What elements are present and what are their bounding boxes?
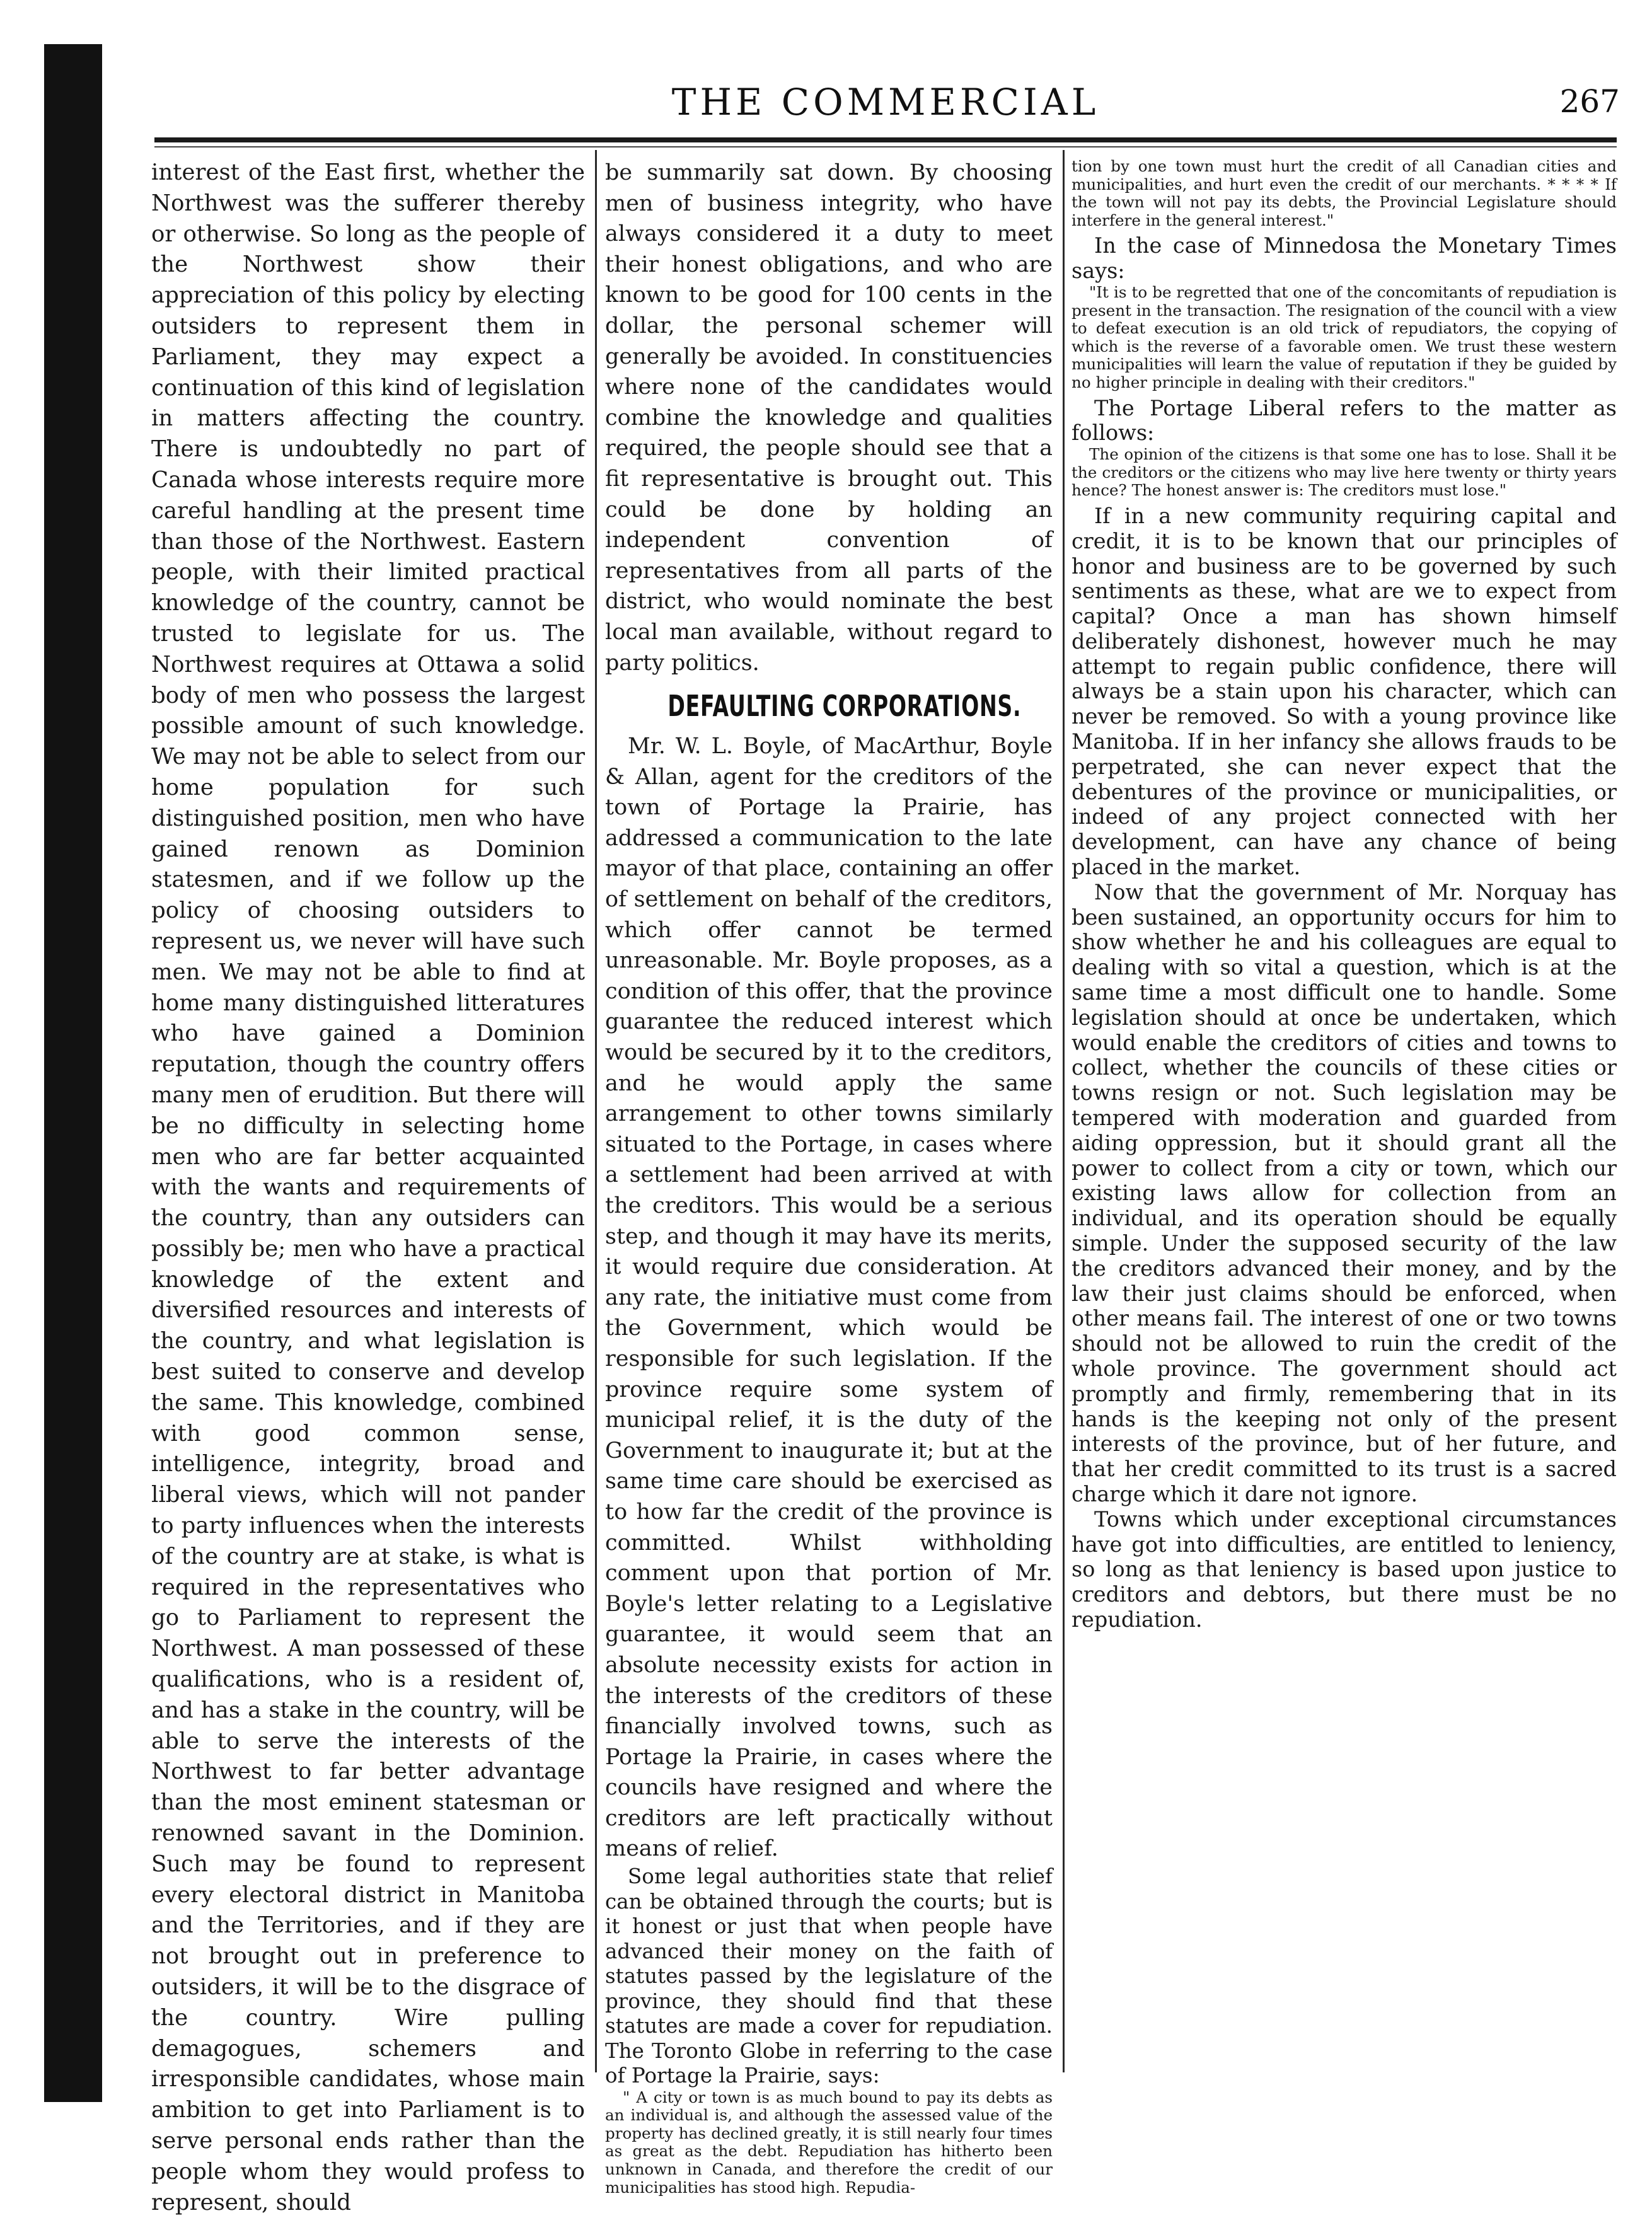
header-rule	[154, 137, 1617, 142]
header-rule-thin	[154, 146, 1617, 147]
col3-intro-monetary: In the case of Minnedosa the Monetary Times says:	[1071, 233, 1617, 284]
col3-monetary-quote: "It is to be regretted that one of the concomitants of repudiation is present in the transaction. The resignation of the council with a view to defeat execution is an old trick of repudiators, the copying of which is the reverse of a favorable omen. We trust these western municipalities will learn the value of reputation if they be guided by no higher principle in dealing with their creditors."	[1071, 282, 1617, 391]
col2-globe-quote: " A city or town is as much bound to pay its debts as an individual is, and although the assessed value of the property has declined greatly, it is still nearly four times as great as the debt. Repudiation has hitherto been unknown in Canada, and therefore the credit of our municipalities has stood high. Repudia-	[605, 2088, 1053, 2197]
col3-intro-liberal: The Portage Liberal refers to the matter as follows:	[1071, 395, 1617, 446]
column-3	[1071, 158, 1617, 2080]
col3-liberal-quote: The opinion of the citizens is that some one has to lose. Shall it be the creditors or the citizens who may live here twenty or thirty years hence? The honest answer is: The creditors must lose."	[1071, 445, 1617, 500]
column-2	[605, 158, 1053, 2197]
masthead-title: THE COMMERCIAL	[671, 81, 1100, 124]
col3-paragraph-towns: Towns which under exceptional circumstances have got into difficulties, are entitled to leniency, so long as that leniency is based upon justice to creditors and debtors, but there must be no repudiation.	[1071, 1506, 1617, 1632]
col2-paragraph-boyle: Mr. W. L. Boyle, of MacArthur, Boyle & Allan, agent for the creditors of the town of Portage la Prairie, has addressed a communication to the late mayor of that place, containing an offer of settlement on behalf of the creditors, which offer cannot be termed unreasonable. Mr. Boyle proposes, as a condition of this offer, that the province guarantee the reduced interest which would be secured by it to the creditors, and he would apply the same arrangement to other towns similarly situated to the Portage, in cases where a settlement had been arrived at with the creditors. This would be a serious step, and though it may have its merits, it would require due consideration. At any rate, the initiative must come from the Government, which would be responsible for such legislation. If the province require some system of municipal relief, it is the duty of the Government to inaugurate it; but at the same time care should be exercised as to how far the credit of the province is committed. Whilst withholding comment upon that portion of Mr. Boyle's letter relating to a Legislative guarantee, it would seem that an absolute necessity exists for action in the interests of the creditors of these financially involved towns, such as Portage la Prairie, in cases where the councils have resigned and where the creditors are left practically without means of relief.	[605, 734, 1053, 1862]
col2-paragraph-top: be summarily sat down. By choosing men of business integrity, who have always considered it a duty to meet their honest obligations, and who are known to be good for 100 cents in the dollar, the personal schemer will generally be avoided. In constituencies where none of the candidates would combine the knowledge and qualities required, the people should see that a fit representative is brought out. This could be done by holding an independent convention of representatives from all parts of the district, who would nominate the best local man available, without regard to party politics.	[605, 160, 1053, 676]
column-divider-left	[595, 150, 597, 2072]
col3-paragraph-norquay: Now that the government of Mr. Norquay has been sustained, an opportunity occurs for him to show whether he and his colleagues are equal to dealing with so vital a question, which is at the same time a most difficult one to handle. Some legislation should at once be undertaken, which would enable the creditors of cities and towns to collect, whether the councils of these cities or towns resign or not. Such legislation may be tempered with moderation and guarded from aiding oppression, but it should grant all the power to collect from a city or town, which our existing laws allow for collection from an individual, and its operation should be equally simple. Under the supposed security of the law the creditors advanced their money, and by the law their just claims should be enforced, when other means fail. The interest of one or two towns should not be allowed to ruin the credit of the whole province. The government should act promptly and firmly, remembering that in its hands is the keeping not only of the present interests of the province, but of her future, and that her credit committed to its trust is a sacred charge which it dare not ignore.	[1071, 879, 1617, 1506]
page-header	[151, 69, 1620, 139]
col1-paragraph: interest of the East first, whether the Northwest was the sufferer thereby or otherwise. So long as the people of the Northwest show their appreciation of this policy by electing outsiders to represent them in Parliament, they may expect a continuation of this kind of legislation in matters affecting the country. There is undoubtedly no part of Canada whose interests require more careful handling at the present time than those of the Northwest. Eastern people, with their limited practical knowledge of the country, cannot be trusted to legislate for us. The Northwest requires at Ottawa a solid body of men who possess the largest possible amount of such knowledge. We may not be able to select from our home population for such distinguished position, men who have gained renown as Dominion statesmen, and if we follow up the policy of choosing outsiders to represent us, we never will have such men. We may not be able to find at home many distinguished litteratures who have gained a Dominion reputation, though the country offers many men of erudition. But there will be no difficulty in selecting home men who are far better acquainted with the wants and requirements of the country, than any outsiders can possibly be; men who have a practical knowledge of the extent and diversified resources and interests of the country, and what legislation is best suited to conserve and develop the same. This knowledge, combined with good common sense, intelligence, integrity, broad and liberal views, which will not pander to party influences when the interests of the country are at stake, is what is required in the representatives who go to Parliament to represent the Northwest. A man possessed of these qualifications, who is a resident of, and has a stake in the country, will be able to serve the interests of the Northwest to far better advantage than the most eminent statesman or renowned savant in the Dominion. Such may be found to represent every electoral district in Manitoba and the Territories, and if they are not brought out in preference to outsiders, it will be to the disgrace of the country. Wire pulling demagogues, schemers and irresponsible candidates, whose main ambition to get into Parliament is to serve personal ends rather than the people whom they would profess to represent, should	[151, 159, 585, 2215]
col2-paragraph-legal: Some legal authorities state that relief can be obtained through the courts; but is it honest or just that when people have advanced their money on the faith of statutes passed by the legislature of the province, they should find that these statutes are made a cover for repudiation. The Toronto Globe in referring to the case of Portage la Prairie, says:	[605, 1864, 1053, 2088]
column-divider-right	[1063, 150, 1065, 2072]
col3-paragraph-capital: If in a new community requiring capital and credit, it is to be known that our principles of honor and business are to be governed by such sentiments as these, what are we to expect from capital? Once a man has shown himself deliberately dishonest, however much he may attempt to regain public confidence, there will always be a stain upon his character, which can never be removed. So with a young province like Manitoba. If in her infancy she allows frauds to be perpetrated, she can never expect that the debentures of the province or municipalities, or indeed of any project connected with her development, can have any chance of being placed in the market.	[1071, 503, 1617, 880]
page-number: 267	[1559, 83, 1620, 120]
col3-globe-quote-cont: tion by one town must hurt the credit of all Canadian cities and municipalities, and hurt even the credit of our merchants. * * * * If the town will not pay its debts, the Provincial Legislature should interfere in the general interest."	[1071, 157, 1617, 229]
column-1	[151, 158, 585, 2215]
binding-strip	[44, 44, 102, 2102]
section-heading: DEFAULTING CORPORATIONS.	[667, 689, 1022, 724]
